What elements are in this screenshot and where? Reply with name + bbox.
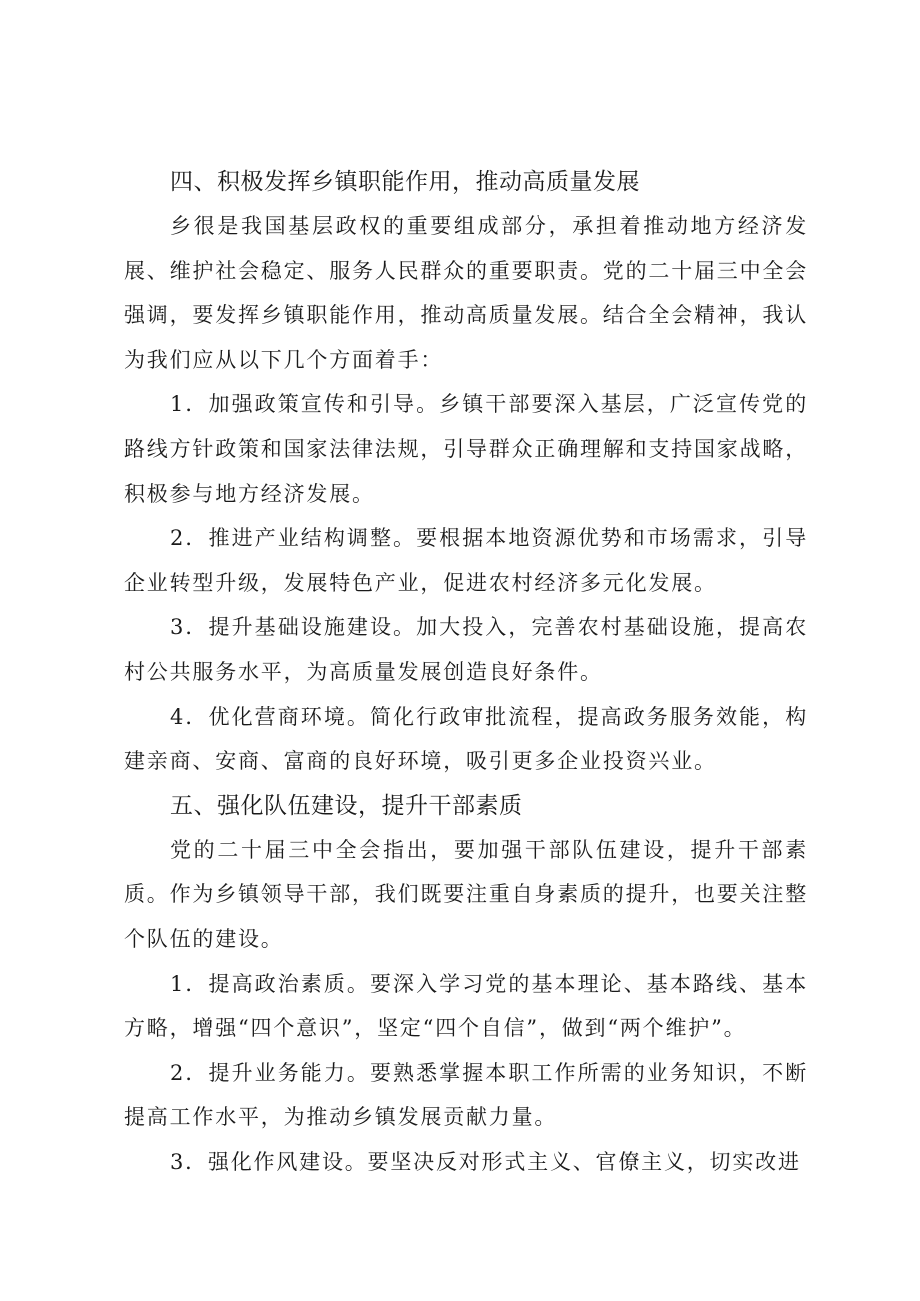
section-5-item-2: 2．提升业务能力。要熟悉掌握本职工作所需的业务知识，不断提高工作水平，为推动乡镇发展贡献力量。 (124, 1060, 808, 1130)
section-5-item-1: 1．提高政治素质。要深入学习党的基本理论、基本路线、基本方略，增强“四个意识”，坚定“四个自信”，做到“两个维护”。 (124, 971, 808, 1041)
document-body (124, 160, 808, 1184)
section-4-intro: 乡很是我国基层政权的重要组成部分，承担着推动地方经济发展、维护社会稳定、服务人民群众的重要职责。党的二十届三中全会强调，要发挥乡镇职能作用，推动高质量发展。结合全会精神，我认为我们应从以下几个方面着手： (124, 214, 808, 372)
section-4-item-2: 2．推进产业结构调整。要根据本地资源优势和市场需求，引导企业转型升级，发展特色产业，促进农村经济多元化发展。 (124, 526, 808, 595)
section-5-heading: 五、强化队伍建设，提升干部素质 (170, 792, 523, 819)
section-4-item-1: 1．加强政策宣传和引导。乡镇干部要深入基层，广泛宣传党的路线方针政策和国家法律法规，引导群众正确理解和支持国家战略，积极参与地方经济发展。 (124, 392, 808, 506)
section-5-intro: 党的二十届三中全会指出，要加强干部队伍建设，提升干部素质。作为乡镇领导干部，我们既要注重自身素质的提升，也要关注整个队伍的建设。 (124, 837, 808, 951)
section-4-heading: 四、积极发挥乡镇职能作用，推动高质量发展 (170, 169, 640, 195)
section-5-item-3: 3．强化作风建设。要坚决反对形式主义、官僚主义，切实改进 (170, 1149, 801, 1174)
section-4-item-3: 3．提升基础设施建设。加大投入，完善农村基础设施，提高农村公共服务水平，为高质量发展创造良好条件。 (124, 615, 808, 684)
section-4-item-4: 4．优化营商环境。简化行政审批流程，提高政务服务效能，构建亲商、安商、富商的良好环境，吸引更多企业投资兴业。 (124, 704, 808, 774)
